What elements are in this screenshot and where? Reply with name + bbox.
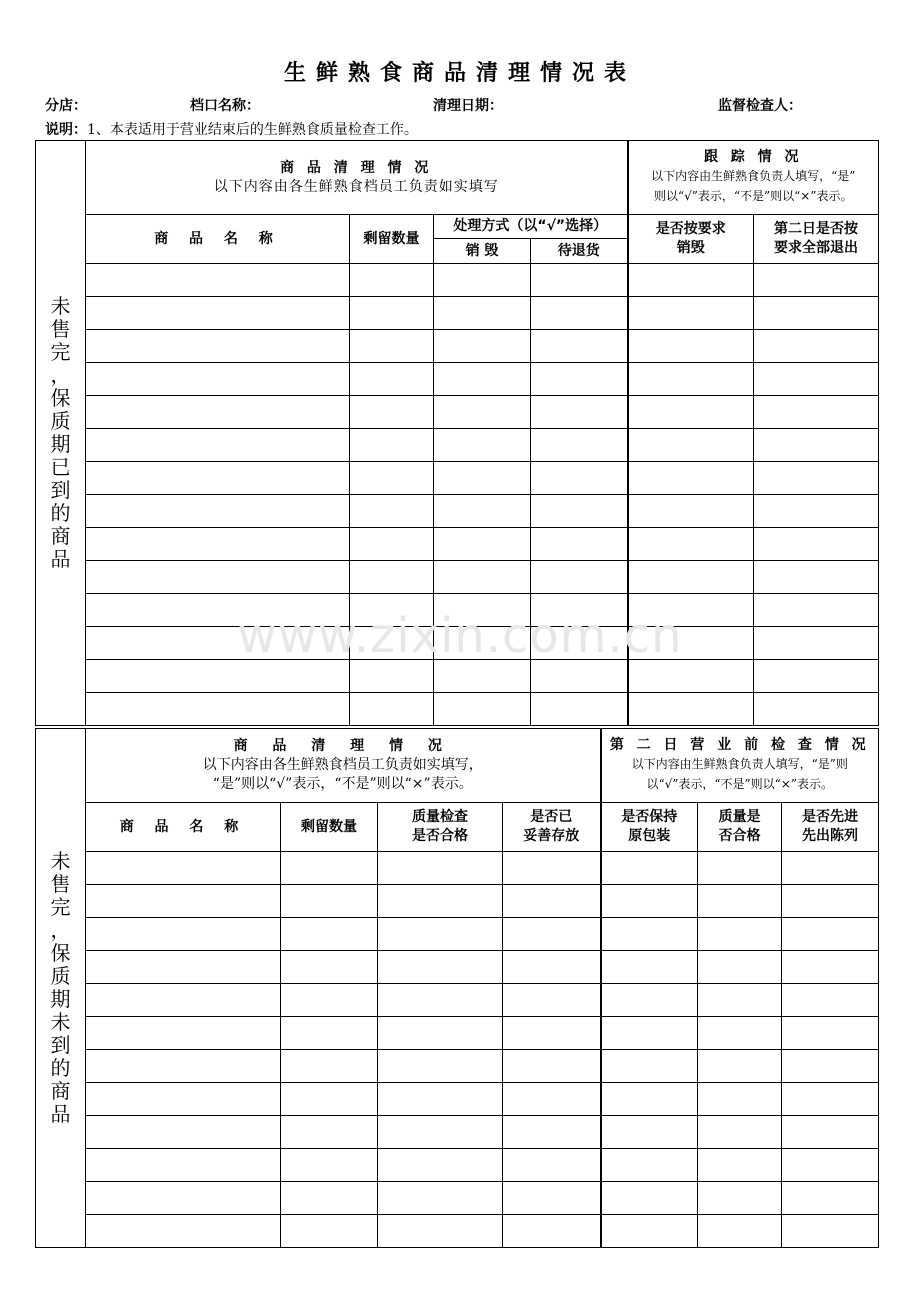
section2-side-label <box>36 729 86 1248</box>
section1-cell[interactable] <box>754 561 879 594</box>
section1-cell[interactable] <box>531 693 628 726</box>
section2-cell[interactable] <box>698 1149 782 1182</box>
section1-cell[interactable] <box>531 660 628 693</box>
section2-cell[interactable] <box>782 918 879 951</box>
section1-cell[interactable] <box>434 396 531 429</box>
section1-cell[interactable] <box>628 495 754 528</box>
section1-cell[interactable] <box>350 264 434 297</box>
section2-cell[interactable] <box>281 984 378 1017</box>
section2-cell[interactable] <box>601 951 698 984</box>
section2-cell[interactable] <box>503 1017 601 1050</box>
section2-cell[interactable] <box>782 852 879 885</box>
section1-cell[interactable] <box>628 462 754 495</box>
section1-cell[interactable] <box>434 297 531 330</box>
section2-col-qual2-line1: 质量是 <box>718 809 761 826</box>
section2-col-original-package <box>601 803 698 852</box>
section2-cell[interactable] <box>503 1116 601 1149</box>
section2-cell[interactable] <box>503 1149 601 1182</box>
section1-cell[interactable] <box>434 429 531 462</box>
section2-cell[interactable] <box>281 1182 378 1215</box>
section2-cell[interactable] <box>503 984 601 1017</box>
section2-cell[interactable] <box>601 852 698 885</box>
section1-row <box>36 528 879 561</box>
section1-cell[interactable] <box>531 297 628 330</box>
section1-row <box>36 693 879 726</box>
section2-group-right-line2: 以“√”表示，“不是”则以“×”表示。 <box>646 776 833 791</box>
section1-cell[interactable] <box>628 693 754 726</box>
section2-cell[interactable] <box>281 1149 378 1182</box>
page-title: 生鲜熟食商品清理情况表 <box>283 61 636 86</box>
section2-col-quality-line2: 是否合格 <box>412 828 468 844</box>
section2-group-right-line1: 以下内容由生鲜熟食负责人填写，“是”则 <box>631 757 848 772</box>
section1-cell[interactable] <box>86 429 350 462</box>
section2-cell[interactable] <box>86 1017 281 1050</box>
section1-cell[interactable] <box>434 462 531 495</box>
section2-cell[interactable] <box>86 1083 281 1116</box>
section1-cell[interactable] <box>350 462 434 495</box>
section2-cell[interactable] <box>86 1149 281 1182</box>
section1-cell[interactable] <box>86 264 350 297</box>
section2-col-quality-ok <box>698 803 782 852</box>
section1-cell[interactable] <box>86 693 350 726</box>
section1-cell[interactable] <box>350 528 434 561</box>
section1-row <box>36 429 879 462</box>
section1-cell[interactable] <box>754 495 879 528</box>
section2-cell[interactable] <box>782 1050 879 1083</box>
note-label: 说明： <box>45 122 87 138</box>
section1-cell[interactable] <box>531 462 628 495</box>
section1-cell[interactable] <box>754 396 879 429</box>
section1-group-right <box>628 141 879 215</box>
section2-cell[interactable] <box>86 1182 281 1215</box>
section1-cell[interactable] <box>434 561 531 594</box>
section1-col-required-destroy-line2: 销毁 <box>676 240 705 256</box>
section2-group-right-title: 第 二 日 营 业 前 检 查 情 况 <box>609 737 870 754</box>
section2-cell[interactable] <box>601 1050 698 1083</box>
section1-row <box>36 264 879 297</box>
section1-cell[interactable] <box>350 330 434 363</box>
section2-cell[interactable] <box>601 1215 698 1248</box>
section1-row <box>36 462 879 495</box>
instructions-note <box>45 119 418 139</box>
section1-cell[interactable] <box>350 495 434 528</box>
section1-cell[interactable] <box>628 528 754 561</box>
section2-row <box>36 885 879 918</box>
section2-cell[interactable] <box>378 918 503 951</box>
section1-cell[interactable] <box>754 363 879 396</box>
section2-cell[interactable] <box>378 1116 503 1149</box>
section2-row <box>36 1017 879 1050</box>
section1-cell[interactable] <box>531 528 628 561</box>
section2-cell[interactable] <box>281 1215 378 1248</box>
section2-cell[interactable] <box>698 1050 782 1083</box>
section1-cell[interactable] <box>628 660 754 693</box>
section2-col-quality-line1: 质量检查 <box>412 809 468 826</box>
section2-cell[interactable] <box>503 951 601 984</box>
stall-field-label: 档口名称： <box>190 98 260 114</box>
section2-cell[interactable] <box>86 1215 281 1248</box>
section1-cell[interactable] <box>628 363 754 396</box>
section2-cell[interactable] <box>601 918 698 951</box>
section1-cell[interactable] <box>531 561 628 594</box>
section1-cell[interactable] <box>628 297 754 330</box>
section2-cell[interactable] <box>86 1050 281 1083</box>
inspector-field-label: 监督检查人： <box>718 98 802 114</box>
section2-cell[interactable] <box>601 1083 698 1116</box>
section1-col-qty: 剩留数量 <box>350 215 434 264</box>
section2-col-stored-line1: 是否已 <box>530 809 573 826</box>
section2-row <box>36 1116 879 1149</box>
section2-col-fifo-line2: 先出陈列 <box>802 828 858 844</box>
section2-cell[interactable] <box>281 1017 378 1050</box>
section1-cell[interactable] <box>434 528 531 561</box>
section1-cell[interactable] <box>350 429 434 462</box>
section1-cell[interactable] <box>86 528 350 561</box>
section1-cell[interactable] <box>628 429 754 462</box>
section1-cell[interactable] <box>531 429 628 462</box>
section1-cell[interactable] <box>434 264 531 297</box>
section2-cell[interactable] <box>503 1083 601 1116</box>
section2-cell[interactable] <box>601 1116 698 1149</box>
section2-cell[interactable] <box>86 918 281 951</box>
section2-cell[interactable] <box>601 1149 698 1182</box>
section1-group-left-subtitle: 以下内容由各生鲜熟食档员工负责如实填写 <box>213 178 499 195</box>
section1-cell[interactable] <box>86 297 350 330</box>
section2-col-quality-check <box>378 803 503 852</box>
section1-col-name: 商 品 名 称 <box>86 215 350 264</box>
section1-cell[interactable] <box>754 693 879 726</box>
section1-col-method: 处理方式（以“√”选择） <box>434 215 628 239</box>
section2-cell[interactable] <box>698 1116 782 1149</box>
section1-col-next-day-return <box>754 215 879 264</box>
section1-cell[interactable] <box>754 462 879 495</box>
section1-cell[interactable] <box>86 396 350 429</box>
section1-cell[interactable] <box>754 330 879 363</box>
section1-cell[interactable] <box>754 264 879 297</box>
section2-cell[interactable] <box>782 885 879 918</box>
section1-cell[interactable] <box>754 429 879 462</box>
section2-cell[interactable] <box>86 1116 281 1149</box>
section2-col-name: 商 品 名 称 <box>86 803 281 852</box>
section2-group-left-title: 商 品 清 理 情 况 <box>233 738 452 755</box>
note-text: 1、本表适用于营业结束后的生鲜熟食质量检查工作。 <box>87 122 418 138</box>
section2-cell[interactable] <box>503 852 601 885</box>
section2-group-left-line1: 以下内容由各生鲜熟食档员工负责如实填写， <box>202 757 483 774</box>
section1-group-right-title: 跟 踪 情 况 <box>703 149 803 166</box>
section2-cell[interactable] <box>281 1083 378 1116</box>
section2-cell[interactable] <box>782 1083 879 1116</box>
section2-cell[interactable] <box>782 1017 879 1050</box>
section1-cell[interactable] <box>86 660 350 693</box>
section1-group-right-line2: 则以“√”表示，“不是”则以“×”表示。 <box>653 188 853 203</box>
section2-row <box>36 951 879 984</box>
section2-cell[interactable] <box>378 1083 503 1116</box>
section1-side-text: 未 售 完 ， 保 质 期 已 到 的 商 品 <box>50 294 71 571</box>
section2-cell[interactable] <box>503 1050 601 1083</box>
section2-cell[interactable] <box>503 1215 601 1248</box>
section2-cell[interactable] <box>378 1182 503 1215</box>
section2-cell[interactable] <box>601 885 698 918</box>
section2-row <box>36 1182 879 1215</box>
section1-col-pending-return: 待退货 <box>531 239 628 264</box>
section1-cell[interactable] <box>86 330 350 363</box>
date-field-label: 清理日期： <box>433 98 503 114</box>
section2-col-pack-line2: 原包装 <box>628 828 671 844</box>
section2-cell[interactable] <box>698 951 782 984</box>
section2-cell[interactable] <box>281 885 378 918</box>
section2-row <box>36 1050 879 1083</box>
section1-group-left <box>86 141 628 215</box>
section2-cell[interactable] <box>86 852 281 885</box>
section2-row <box>36 918 879 951</box>
section1-col-next-day-line1: 第二日是否按 <box>774 221 858 238</box>
section2-row <box>36 1149 879 1182</box>
section1-cell[interactable] <box>628 561 754 594</box>
section2-row <box>36 984 879 1017</box>
section2-side-text: 未 售 完 ， 保 质 期 未 到 的 商 品 <box>50 849 71 1126</box>
section1-row <box>36 330 879 363</box>
section2-cell[interactable] <box>378 1149 503 1182</box>
section1-cell[interactable] <box>754 528 879 561</box>
section1-row <box>36 396 879 429</box>
section2-cell[interactable] <box>782 1116 879 1149</box>
section1-cell[interactable] <box>86 462 350 495</box>
section2-cell[interactable] <box>698 984 782 1017</box>
section2-cell[interactable] <box>503 1182 601 1215</box>
section2-row <box>36 1215 879 1248</box>
section1-cell[interactable] <box>434 693 531 726</box>
section1-col-required-destroy <box>628 215 754 264</box>
section2-cell[interactable] <box>281 918 378 951</box>
section1-cell[interactable] <box>86 561 350 594</box>
section1-cell[interactable] <box>628 264 754 297</box>
section2-cell[interactable] <box>378 1215 503 1248</box>
section2-cell[interactable] <box>378 984 503 1017</box>
section1-cell[interactable] <box>350 396 434 429</box>
section1-row <box>36 660 879 693</box>
section1-cell[interactable] <box>628 330 754 363</box>
branch-field-label: 分店： <box>45 98 87 114</box>
section2-cell[interactable] <box>698 1215 782 1248</box>
section1-cell[interactable] <box>531 264 628 297</box>
section1-group-right-line1: 以下内容由生鲜熟食负责人填写，“是” <box>651 169 856 184</box>
section2-cell[interactable] <box>503 918 601 951</box>
section2-cell[interactable] <box>782 1182 879 1215</box>
section2-cell[interactable] <box>378 1017 503 1050</box>
section2-group-right <box>601 729 879 803</box>
section1-cell[interactable] <box>434 363 531 396</box>
section2-cell[interactable] <box>698 918 782 951</box>
section1-cell[interactable] <box>434 495 531 528</box>
section2-cell[interactable] <box>86 984 281 1017</box>
section1-cell[interactable] <box>531 495 628 528</box>
section1-cell[interactable] <box>350 297 434 330</box>
section2-cell[interactable] <box>281 951 378 984</box>
section2-cell[interactable] <box>782 951 879 984</box>
section1-cell[interactable] <box>628 396 754 429</box>
section1-group-left-title: 商 品 清 理 情 况 <box>280 159 433 176</box>
section2-cell[interactable] <box>378 852 503 885</box>
section2-cell[interactable] <box>698 852 782 885</box>
section2-cell[interactable] <box>698 1182 782 1215</box>
section2-cell[interactable] <box>601 1017 698 1050</box>
section2-col-stored <box>503 803 601 852</box>
section2-cell[interactable] <box>281 852 378 885</box>
section1-cell[interactable] <box>531 363 628 396</box>
section1-cell[interactable] <box>754 297 879 330</box>
section1-col-next-day-line2: 要求全部退出 <box>774 240 858 256</box>
section2-cell[interactable] <box>601 1182 698 1215</box>
section2-cell[interactable] <box>698 1017 782 1050</box>
section1-cell[interactable] <box>350 363 434 396</box>
section2-cell[interactable] <box>698 885 782 918</box>
unexpired-goods-table <box>35 728 879 1248</box>
section1-cell[interactable] <box>754 660 879 693</box>
section2-cell[interactable] <box>86 885 281 918</box>
section1-cell[interactable] <box>434 660 531 693</box>
section2-col-fifo-line1: 是否先进 <box>802 809 858 826</box>
section1-cell[interactable] <box>350 660 434 693</box>
section2-col-qty: 剩留数量 <box>281 803 378 852</box>
section2-cell[interactable] <box>782 984 879 1017</box>
section2-row <box>36 852 879 885</box>
section1-row <box>36 297 879 330</box>
section1-cell[interactable] <box>86 495 350 528</box>
section2-cell[interactable] <box>86 951 281 984</box>
watermark: www.zixin.com.cn <box>237 608 683 664</box>
section1-cell[interactable] <box>531 396 628 429</box>
section2-cell[interactable] <box>782 1215 879 1248</box>
section1-row <box>36 495 879 528</box>
section2-col-stored-line2: 妥善存放 <box>523 828 580 844</box>
section1-col-destroy: 销 毁 <box>434 239 531 264</box>
section1-cell[interactable] <box>531 330 628 363</box>
section2-cell[interactable] <box>281 1050 378 1083</box>
section2-col-fifo <box>782 803 879 852</box>
section2-row <box>36 1083 879 1116</box>
section1-cell[interactable] <box>350 693 434 726</box>
section2-cell[interactable] <box>698 1083 782 1116</box>
section1-cell[interactable] <box>350 561 434 594</box>
section2-cell[interactable] <box>281 1116 378 1149</box>
section2-cell[interactable] <box>378 1050 503 1083</box>
section1-col-required-destroy-line1: 是否按要求 <box>655 221 726 238</box>
section2-cell[interactable] <box>378 951 503 984</box>
section1-cell[interactable] <box>86 363 350 396</box>
section2-group-left <box>86 729 601 803</box>
section1-cell[interactable] <box>434 330 531 363</box>
section2-group-left-line2: “是”则以“√”表示，“不是”则以“×”表示。 <box>212 775 473 792</box>
section2-cell[interactable] <box>782 1149 879 1182</box>
section2-cell[interactable] <box>601 984 698 1017</box>
section2-col-qual2-line2: 否合格 <box>718 828 761 844</box>
section2-col-pack-line1: 是否保持 <box>621 809 678 826</box>
section2-cell[interactable] <box>378 885 503 918</box>
section1-row <box>36 561 879 594</box>
section1-row <box>36 363 879 396</box>
section2-cell[interactable] <box>503 885 601 918</box>
